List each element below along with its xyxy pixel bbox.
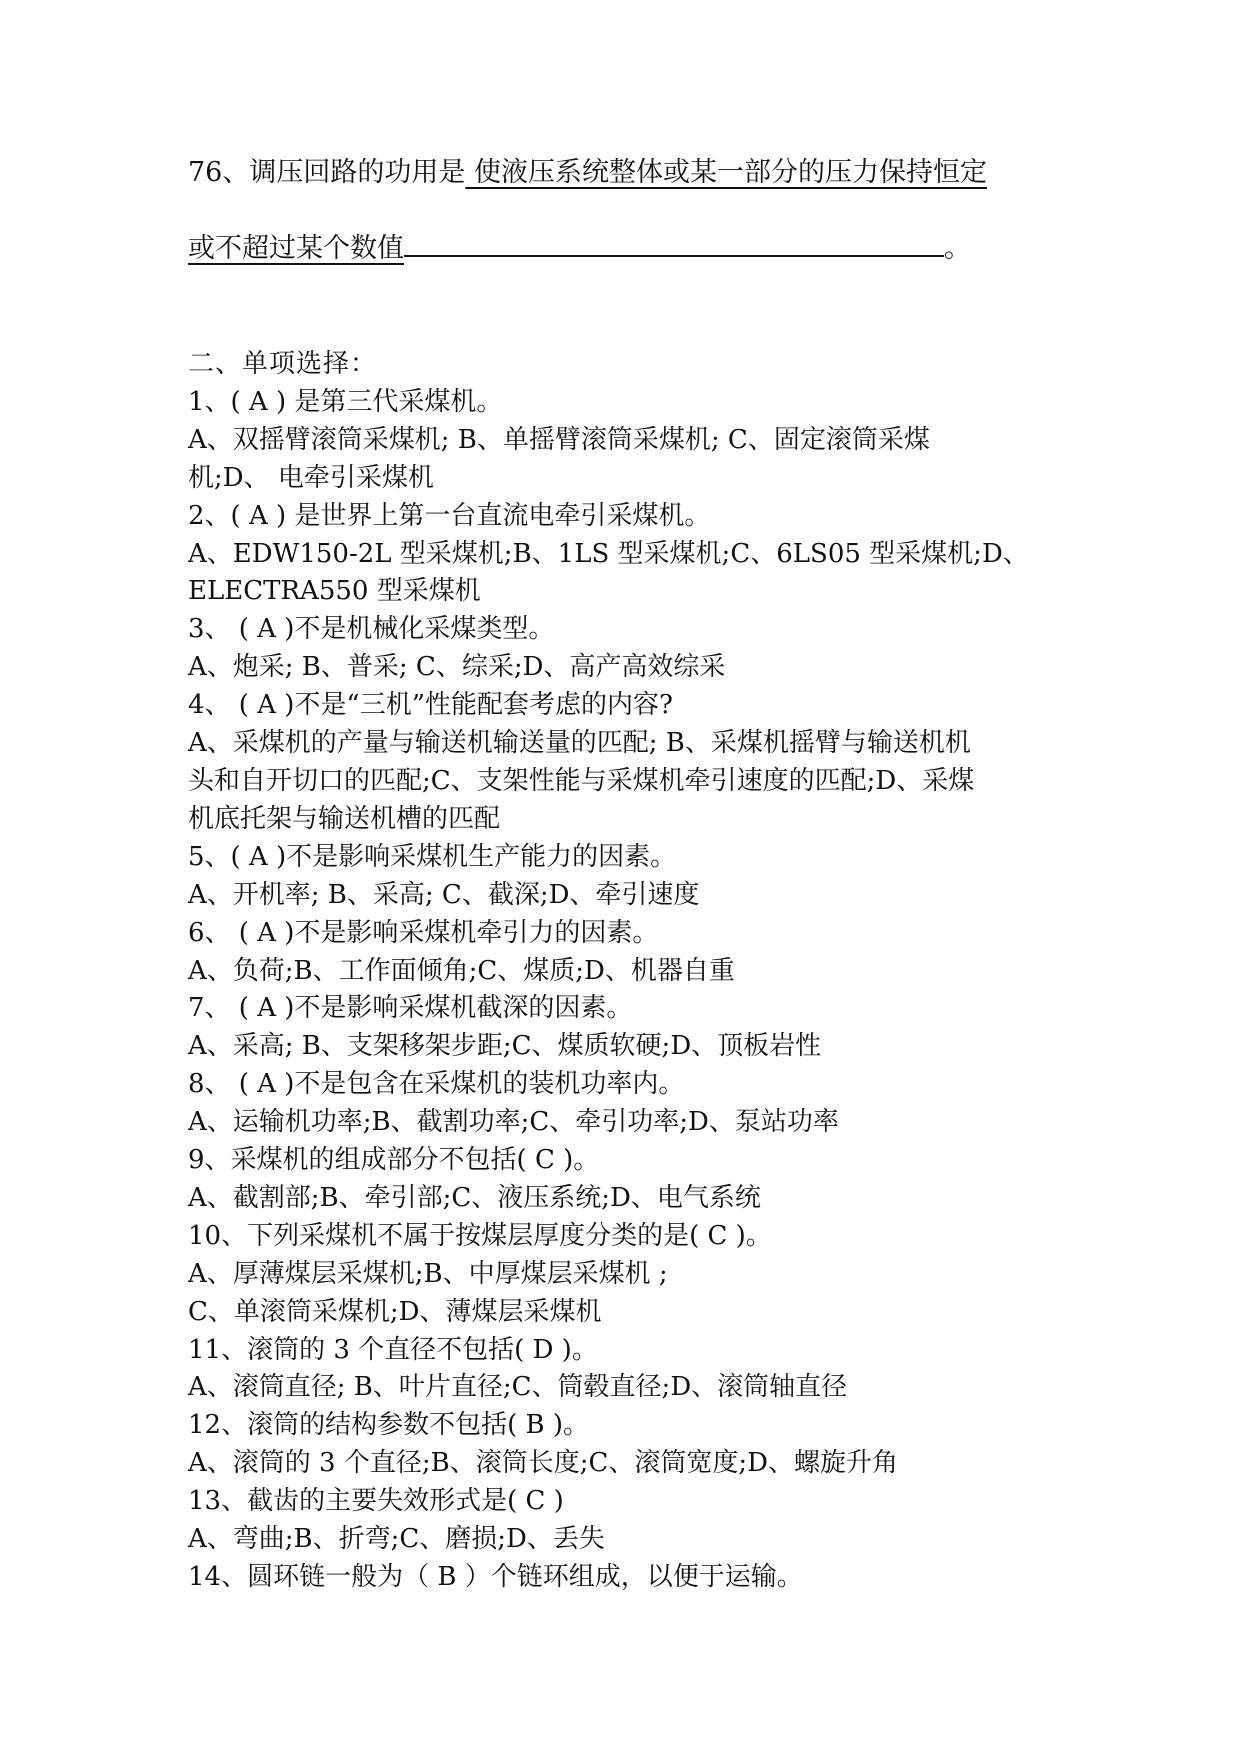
section-line: 2、( A ) 是世界上第一台直流电牵引采煤机。 [188,500,711,531]
section-line: A、负荷;B、工作面倾角;C、煤质;D、机器自重 [188,955,735,986]
fill-question-answer-line-2: 或不超过某个数值 [188,233,404,264]
section-heading: 二、单项选择： [188,349,378,379]
section-line: A、截割部;B、牵引部;C、液压系统;D、电气系统 [188,1182,761,1213]
section-line: 14、圆环链一般为（ B ）个链环组成，以便于运输。 [188,1562,803,1592]
section-line: A、炮采; B、普采; C、综采;D、高产高效综采 [188,652,726,683]
section-line: 6、 ( A )不是影响采煤机牵引力的因素。 [188,917,659,948]
section-line: 13、截齿的主要失效形式是( C ) [188,1486,564,1517]
section-line: 5、( A )不是影响采煤机生产能力的因素。 [188,841,677,872]
section-line: 7、 ( A )不是影响采煤机截深的因素。 [188,993,633,1024]
section-line: 机底托架与输送机槽的匹配 [188,803,501,834]
section-line: C、单滚筒采煤机;D、薄煤层采煤机 [188,1296,602,1327]
section-line: 10、下列采煤机不属于按煤层厚度分类的是( C )。 [188,1220,772,1251]
section-line: A、滚筒直径; B、叶片直径;C、筒毂直径;D、滚筒轴直径 [188,1372,848,1403]
section-line: A、滚筒的 3 个直径;B、滚筒长度;C、滚筒宽度;D、螺旋升角 [188,1448,898,1479]
section-line: A、EDW150-2L 型采煤机;B、1LS 型采煤机;C、6LS05 型采煤机;D、 [188,538,1029,569]
section-line: 3、 ( A )不是机械化采煤类型。 [188,614,555,645]
section-line: A、运输机功率;B、截割功率;C、牵引功率;D、泵站功率 [188,1107,839,1138]
section-line: ELECTRA550 型采煤机 [188,576,481,607]
section-line: A、采高; B、支架移架步距;C、煤质软硬;D、顶板岩性 [188,1031,822,1062]
section-line: 11、滚筒的 3 个直径不包括( D )。 [188,1334,598,1365]
section-line: A、厚薄煤层采煤机;B、中厚煤层采煤机 ; [188,1258,668,1289]
section-line: 机;D、 电牵引采煤机 [188,462,434,493]
section-line: A、开机率; B、采高; C、截深;D、牵引速度 [188,879,700,910]
fill-question-answer-line-1: 使液压系统整体或某一部分的压力保持恒定 [465,157,987,188]
section-line: A、弯曲;B、折弯;C、磨损;D、丢失 [188,1524,605,1555]
section-line: A、采煤机的产量与输送机输送量的匹配; B、采煤机摇臂与输送机机 [188,728,971,759]
fill-question-prefix: 76、调压回路的功用是 [188,157,466,188]
section-line: 8、 ( A )不是包含在采煤机的装机功率内。 [188,1069,685,1100]
single-choice-section [188,346,1068,1597]
fill-question-line-2 [188,226,971,265]
section-line: 1、( A ) 是第三代采煤机。 [188,386,503,417]
fill-question-line-1 [188,150,987,189]
section-line: 头和自开切口的匹配;C、支架性能与采煤机牵引速度的匹配;D、采煤 [188,765,975,796]
section-line: A、双摇臂滚筒采煤机; B、单摇臂滚筒采煤机; C、固定滚筒采煤 [188,424,930,455]
answer-blank-underline [404,233,944,257]
fill-question-suffix: 。 [944,233,971,264]
section-line: 12、滚筒的结构参数不包括( B )。 [188,1410,590,1441]
section-line: 4、 ( A )不是“三机”性能配套考虑的内容? [188,690,673,721]
section-line: 9、采煤机的组成部分不包括( C )。 [188,1145,600,1176]
